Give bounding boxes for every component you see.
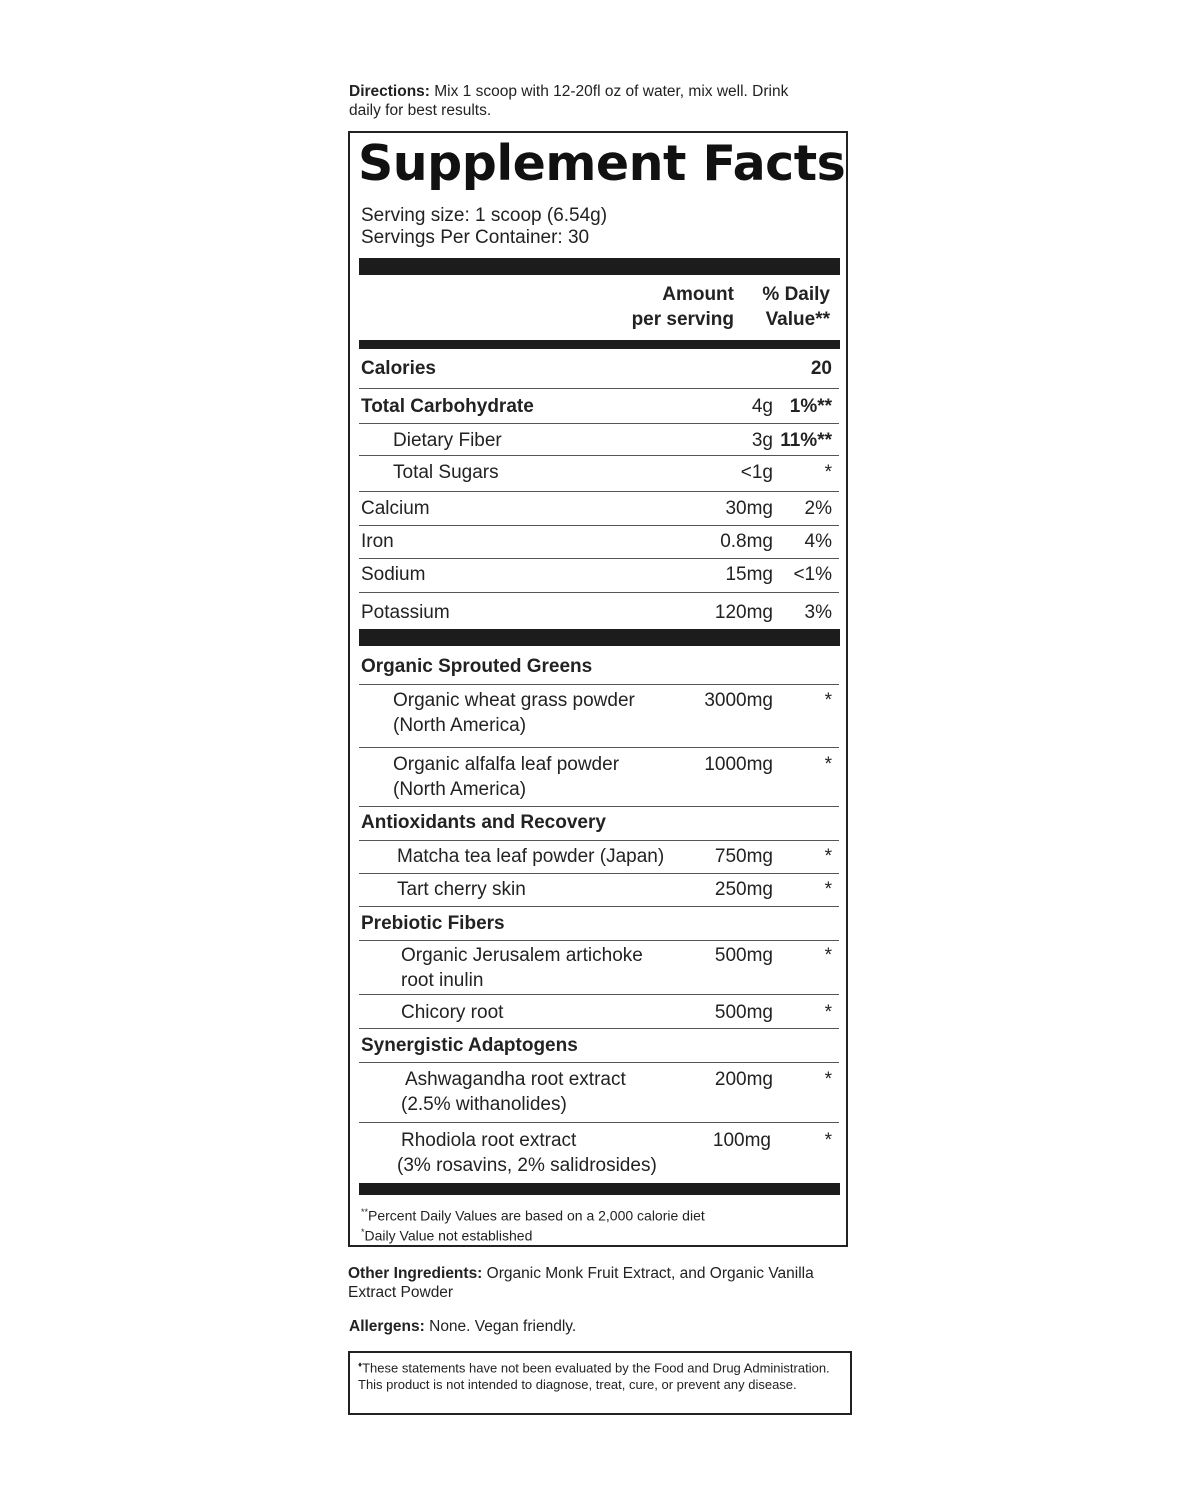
- other-ingredients-text: Organic Monk Fruit Extract, and Organic Vanilla Extract Powder: [348, 1265, 814, 1301]
- amount-header-line1: Amount: [662, 284, 734, 305]
- row-divider: [359, 388, 839, 389]
- nutrient-name: Total Sugars: [393, 462, 499, 483]
- nutrient-dv: 4%: [804, 531, 832, 552]
- ingredient-name-line2: root inulin: [401, 970, 484, 991]
- nutrient-dv: *: [824, 462, 832, 483]
- row-divider: [359, 840, 839, 841]
- ingredient-name-line2: (North America): [393, 715, 527, 736]
- allergens-label: Allergens:: [349, 1318, 425, 1335]
- ingredient-dv: *: [824, 1002, 832, 1023]
- ingredient-dv: *: [824, 1130, 832, 1151]
- row-divider: [359, 1062, 839, 1063]
- ingredient-name: Tart cherry skin: [397, 879, 526, 900]
- blend-name: Prebiotic Fibers: [361, 913, 505, 934]
- ingredient-amount: 500mg: [714, 1002, 773, 1023]
- ingredient-name-line2: (2.5% withanolides): [401, 1094, 567, 1115]
- ingredient-dv: *: [824, 754, 832, 775]
- row-divider: [359, 873, 839, 874]
- ingredient-dv: *: [824, 1069, 832, 1090]
- thick-divider: [359, 629, 840, 646]
- ingredient-name-line2: (North America): [393, 779, 527, 800]
- other-ingredients: [348, 1264, 828, 1302]
- footnote-mark: **: [361, 1207, 369, 1217]
- ingredient-name: [393, 752, 619, 802]
- ingredient-name-line1: Organic wheat grass powder: [393, 690, 635, 711]
- ingredient-name: [401, 1067, 626, 1117]
- ingredient-name: Matcha tea leaf powder (Japan): [397, 846, 665, 867]
- row-divider: [359, 906, 839, 907]
- row-divider: [359, 592, 839, 593]
- amount-header: [632, 282, 734, 332]
- ingredient-name-line1: Organic alfalfa leaf powder: [393, 754, 620, 775]
- footnote-mark: *: [361, 1227, 365, 1237]
- nutrient-amount: 30mg: [725, 498, 773, 519]
- ingredient-name: [393, 688, 635, 738]
- blend-name: Synergistic Adaptogens: [361, 1035, 578, 1056]
- nutrient-name: Dietary Fiber: [393, 430, 502, 451]
- supplement-facts-panel: [348, 131, 848, 1247]
- row-divider: [359, 423, 839, 424]
- ingredient-dv: *: [824, 690, 832, 711]
- nutrient-name: Calories: [361, 358, 436, 379]
- disclaimer-text: These statements have not been evaluated by the Food and Drug Administration. This product is not intended to diagnose, treat, cure, or prevent any disease.: [358, 1360, 830, 1392]
- dv-header-line2: Value**: [765, 309, 830, 330]
- ingredient-amount: 1000mg: [704, 754, 773, 775]
- nutrient-name: Sodium: [361, 564, 426, 585]
- nutrient-name: Potassium: [361, 602, 450, 623]
- nutrient-dv: 11%**: [780, 430, 832, 451]
- blend-name: Organic Sprouted Greens: [361, 656, 593, 677]
- ingredient-dv: *: [824, 879, 832, 900]
- nutrient-amount: 3g: [751, 430, 773, 451]
- ingredient-name-line1: Ashwagandha root extract: [405, 1069, 626, 1090]
- ingredient-amount: 200mg: [714, 1069, 773, 1090]
- panel-title: Supplement Facts: [358, 135, 846, 192]
- row-divider: [359, 940, 839, 941]
- row-divider: [359, 525, 839, 526]
- directions-label: Directions:: [349, 83, 430, 100]
- ingredient-amount: 3000mg: [704, 690, 773, 711]
- ingredient-name-line2: (3% rosavins, 2% salidrosides): [397, 1155, 657, 1176]
- nutrient-dv: 1%**: [789, 396, 832, 417]
- serving-info: [361, 205, 607, 249]
- row-divider: [359, 491, 839, 492]
- row-divider: [359, 806, 839, 807]
- footnote-daily-values: [361, 1203, 705, 1225]
- ingredient-name: [401, 943, 643, 993]
- ingredient-name: Chicory root: [401, 1002, 504, 1023]
- ingredient-dv: *: [824, 945, 832, 966]
- ingredient-amount: 250mg: [714, 879, 773, 900]
- footnote-text: Daily Value not established: [364, 1227, 533, 1244]
- ingredient-name-line1: Rhodiola root extract: [401, 1130, 577, 1151]
- nutrient-amount: 0.8mg: [720, 531, 773, 552]
- row-divider: [359, 1028, 839, 1029]
- nutrient-dv: 3%: [804, 602, 832, 623]
- nutrient-name: Total Carbohydrate: [361, 396, 534, 417]
- allergens-text: None. Vegan friendly.: [424, 1318, 577, 1335]
- blend-name: Antioxidants and Recovery: [361, 812, 606, 833]
- nutrient-dv: 2%: [804, 498, 832, 519]
- nutrient-amount: 120mg: [714, 602, 773, 623]
- nutrient-dv: 20: [810, 358, 832, 379]
- disclaimer-mark: ♦: [358, 1360, 363, 1369]
- ingredient-name: [397, 1128, 657, 1178]
- ingredient-name-line1: Organic Jerusalem artichoke: [401, 945, 643, 966]
- ingredient-amount: 100mg: [712, 1130, 771, 1151]
- nutrient-dv: <1%: [793, 564, 832, 585]
- nutrient-name: Iron: [361, 531, 394, 552]
- allergens: [349, 1317, 576, 1336]
- medium-divider: [359, 340, 840, 349]
- servings-per-container: Servings Per Container: 30: [361, 227, 590, 248]
- row-divider: [359, 994, 839, 995]
- footnote-text: Percent Daily Values are based on a 2,000 calorie diet: [368, 1207, 705, 1224]
- row-divider: [359, 747, 839, 748]
- amount-header-line2: per serving: [631, 309, 734, 330]
- row-divider: [359, 684, 839, 685]
- nutrient-amount: <1g: [740, 462, 773, 483]
- ingredient-amount: 750mg: [714, 846, 773, 867]
- bottom-divider: [359, 1183, 840, 1195]
- nutrient-amount: 15mg: [725, 564, 773, 585]
- other-ingredients-label: Other Ingredients:: [348, 1265, 483, 1282]
- fda-disclaimer: [348, 1351, 852, 1415]
- footnote-not-established: [361, 1223, 532, 1245]
- daily-value-header: [762, 282, 830, 332]
- dv-header-line1: % Daily: [762, 284, 830, 305]
- nutrient-name: Calcium: [361, 498, 430, 519]
- serving-size: Serving size: 1 scoop (6.54g): [361, 205, 608, 226]
- ingredient-dv: *: [824, 846, 832, 867]
- row-divider: [359, 1122, 839, 1123]
- row-divider: [359, 558, 839, 559]
- directions-text: Mix 1 scoop with 12-20fl oz of water, mix well. Drink daily for best results.: [349, 83, 789, 119]
- thick-divider: [359, 258, 840, 275]
- directions: [349, 82, 809, 120]
- ingredient-amount: 500mg: [714, 945, 773, 966]
- row-divider: [359, 455, 839, 456]
- nutrient-amount: 4g: [751, 396, 773, 417]
